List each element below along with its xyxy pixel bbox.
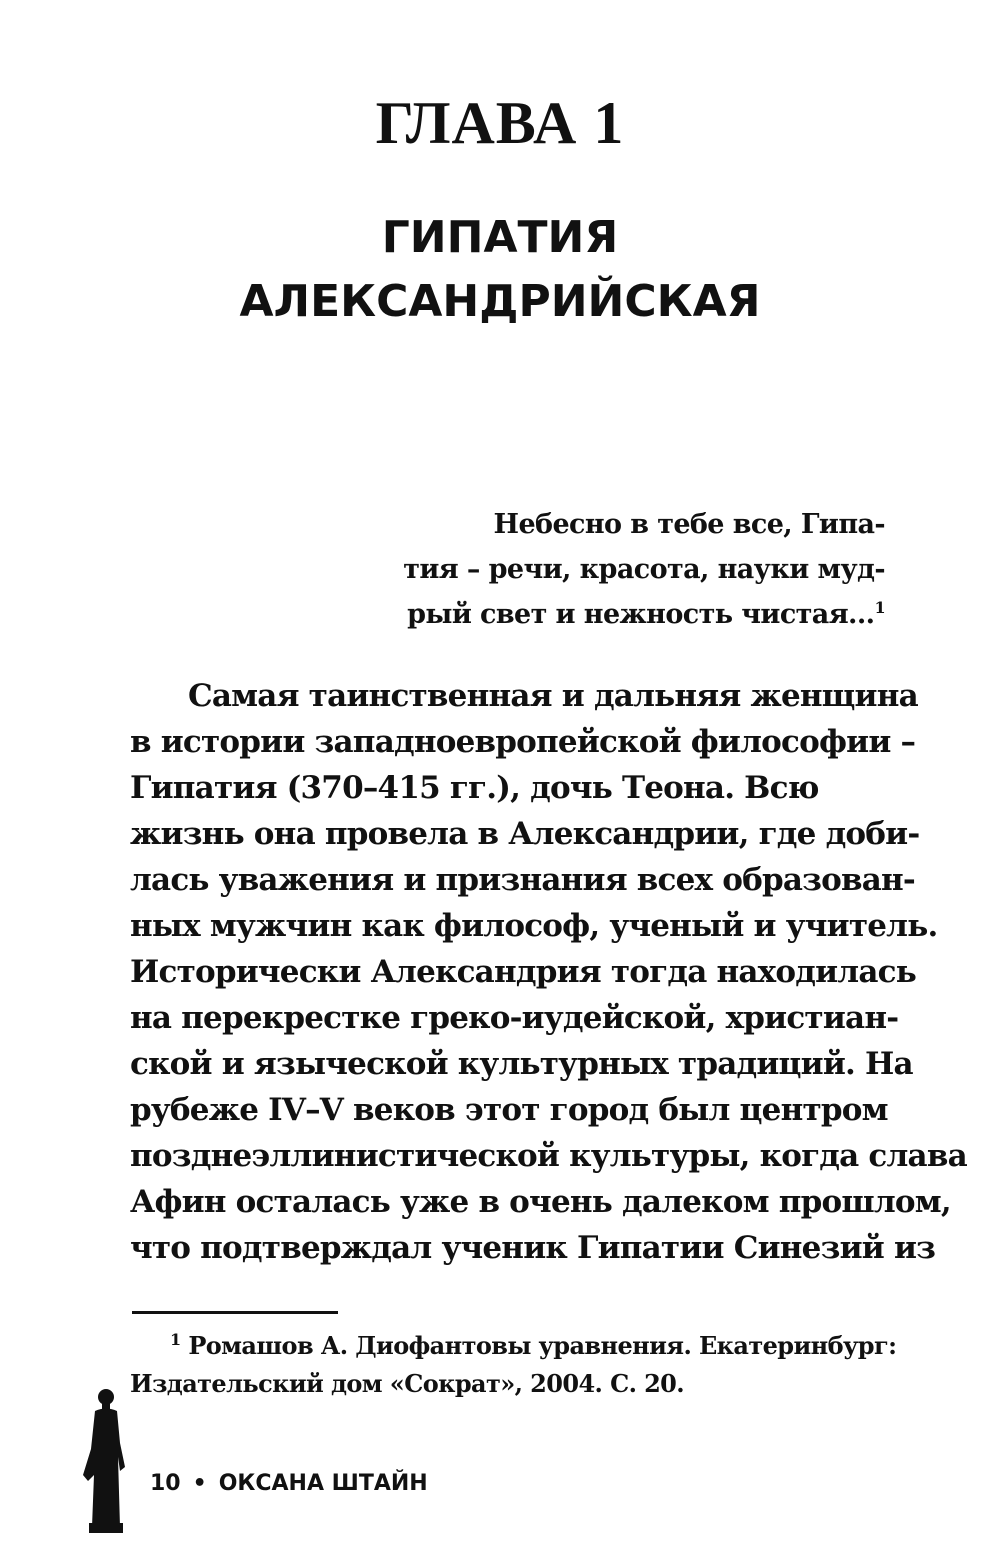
text-line: жизнь она провела в Александрии, где доби- [130, 816, 920, 852]
chapter-title-line: ГИПАТИЯ [381, 212, 619, 263]
chapter-title [0, 206, 1000, 334]
text-line: ской и языческой культурных традиций. На [130, 1046, 913, 1082]
text-line: рубеже IV–V веков этот город был центром [130, 1092, 888, 1128]
chapter-title-line: АЛЕКСАНДРИЙСКАЯ [239, 276, 761, 327]
text-line: Афин осталась уже в очень далеком прошлом, [130, 1184, 951, 1220]
text-line: что подтверждал ученик Гипатии Синезий из [130, 1230, 936, 1266]
epigraph-line: тия – речи, красота, науки муд- [403, 554, 885, 585]
main-text [130, 673, 967, 1271]
footer-separator: • [192, 1471, 207, 1496]
statue-silhouette-icon [78, 1385, 134, 1533]
footnote [130, 1327, 897, 1403]
footnote-line: Издательский дом «Сократ», 2004. С. 20. [130, 1369, 685, 1398]
text-line: в истории западноевропейской философии – [130, 724, 916, 760]
chapter-label: ГЛАВА 1 [375, 90, 625, 156]
epigraph [400, 502, 885, 637]
footnote-text: Ромашов А. Диофантовы уравнения. Екатеринбург: [188, 1331, 897, 1360]
running-footer [150, 1470, 428, 1498]
text-line: Исторически Александрия тогда находилась [130, 954, 916, 990]
epigraph-line-last [400, 592, 885, 637]
footnote-number: 1 [170, 1330, 181, 1349]
footnote-reference[interactable]: 1 [874, 598, 885, 617]
epigraph-line: Небесно в тебе все, Гипа- [493, 509, 885, 540]
text-line: ных мужчин как философ, ученый и учитель. [130, 908, 938, 944]
author-name: ОКСАНА ШТАЙН [218, 1471, 428, 1496]
text-line: Самая таинственная и дальняя женщина [188, 678, 918, 714]
text-line: на перекрестке греко-иудейской, христиан- [130, 1000, 899, 1036]
text-line: Гипатия (370–415 гг.), дочь Теона. Всю [130, 770, 819, 806]
footnote-divider [132, 1311, 338, 1314]
page-number: 10 [150, 1471, 181, 1496]
text-line: позднеэллинистической культуры, когда слава [130, 1138, 967, 1174]
footnote-line [130, 1327, 897, 1365]
text-line: лась уважения и признания всех образован- [130, 862, 915, 898]
epigraph-line: рый свет и нежность чистая... [407, 599, 875, 630]
